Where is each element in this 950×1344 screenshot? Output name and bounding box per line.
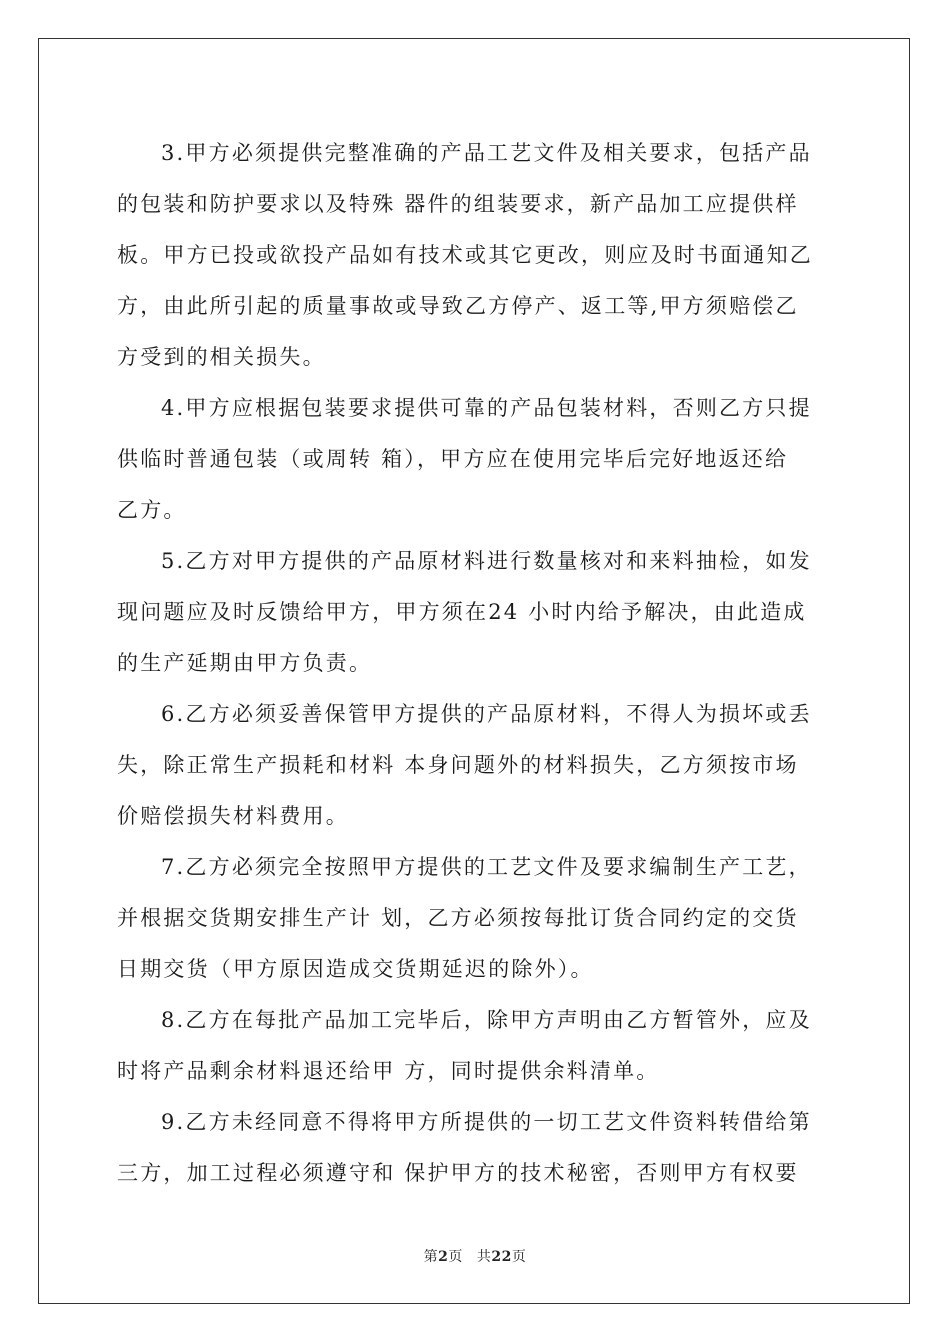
total-label-suffix: 页 xyxy=(511,1249,527,1265)
page-label-prefix: 第 xyxy=(423,1249,439,1265)
text-line: 失，除正常生产损耗和材料 本身问题外的材料损失，乙方须按市场 xyxy=(117,753,799,777)
text-line: 供临时普通包装（或周转 箱），甲方应在使用完毕后完好地返还给 xyxy=(117,447,789,471)
text-line: 9.乙方未经同意不得将甲方所提供的一切工艺文件资料转借给第 xyxy=(161,1110,812,1134)
text-line: 7.乙方必须完全按照甲方提供的工艺文件及要求编制生产工艺， xyxy=(161,855,812,879)
text-line: 8.乙方在每批产品加工完毕后，除甲方声明由乙方暂管外，应及 xyxy=(161,1008,812,1032)
text-line: 方受到的相关损失。 xyxy=(117,345,326,369)
clause-paragraph xyxy=(117,1097,835,1199)
text-line: 价赔偿损失材料费用。 xyxy=(117,804,349,828)
text-line: 并根据交货期安排生产计 划，乙方必须按每批订货合同约定的交货 xyxy=(117,906,799,930)
text-line: 乙方。 xyxy=(117,498,187,522)
document-body xyxy=(117,128,835,1199)
text-line: 板。甲方已投或欲投产品如有技术或其它更改，则应及时书面通知乙 xyxy=(117,243,813,267)
clause-paragraph xyxy=(117,995,835,1097)
clause-paragraph xyxy=(117,536,835,689)
text-line: 的包装和防护要求以及特殊 器件的组装要求，新产品加工应提供样 xyxy=(117,192,799,216)
page-footer xyxy=(0,1246,950,1266)
text-line: 的生产延期由甲方负责。 xyxy=(117,651,373,675)
clause-paragraph xyxy=(117,842,835,995)
text-line: 现问题应及时反馈给甲方，甲方须在24 小时内给予解决，由此造成 xyxy=(117,600,807,624)
clause-paragraph xyxy=(117,128,835,383)
clause-paragraph xyxy=(117,383,835,536)
total-label-prefix: 共 xyxy=(476,1249,492,1265)
page-number: 2 xyxy=(438,1249,449,1265)
text-line: 3.甲方必须提供完整准确的产品工艺文件及相关要求，包括产品 xyxy=(161,141,812,165)
text-line: 方，由此所引起的质量事故或导致乙方停产、返工等,甲方须赔偿乙 xyxy=(117,294,799,318)
text-line: 4.甲方应根据包装要求提供可靠的产品包装材料，否则乙方只提 xyxy=(161,396,812,420)
text-line: 日期交货（甲方原因造成交货期延迟的除外）。 xyxy=(117,957,594,981)
total-pages: 22 xyxy=(491,1249,512,1265)
text-line: 时将产品剩余材料退还给甲 方，同时提供余料清单。 xyxy=(117,1059,660,1083)
text-line: 6.乙方必须妥善保管甲方提供的产品原材料，不得人为损坏或丢 xyxy=(161,702,812,726)
clause-paragraph xyxy=(117,689,835,842)
text-line: 5.乙方对甲方提供的产品原材料进行数量核对和来料抽检，如发 xyxy=(161,549,812,573)
page-label-suffix: 页 xyxy=(448,1249,463,1265)
text-line: 三方，加工过程必须遵守和 保护甲方的技术秘密，否则甲方有权要 xyxy=(117,1161,799,1185)
